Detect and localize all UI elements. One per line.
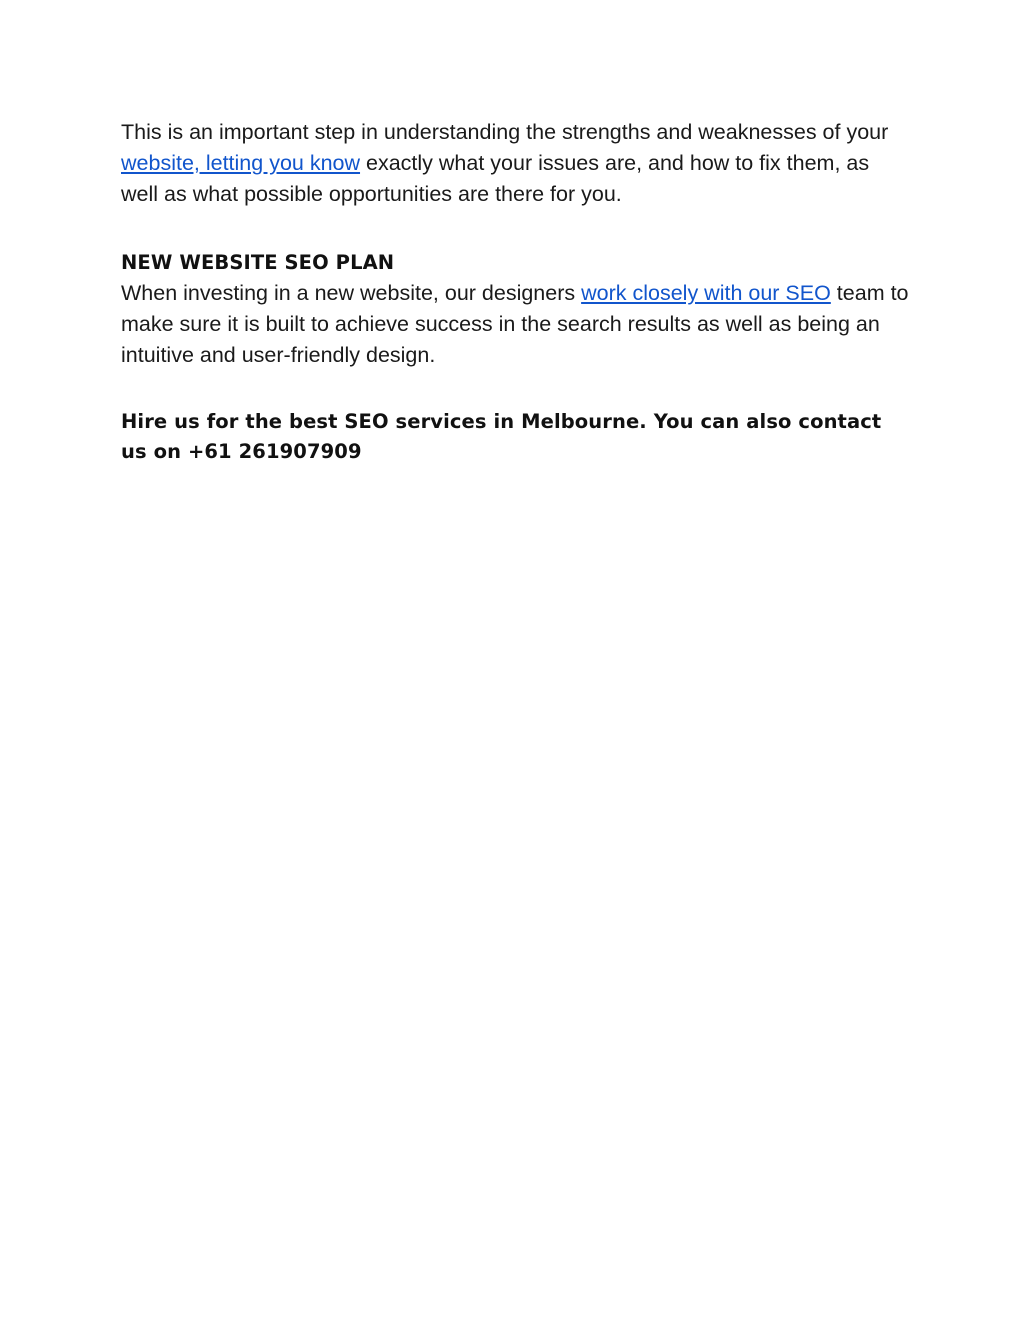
website-link[interactable]: website, letting you know	[121, 151, 361, 175]
document-body	[121, 117, 911, 467]
intro-text-end: exactly what your issues are, and how to fix them, as well as what possible opportunities are there for you.	[121, 151, 870, 206]
seo-plan-section	[121, 247, 911, 371]
section-paragraph	[121, 278, 911, 371]
call-to-action: Hire us for the best SEO services in Melbourne. You can also contact us on +61 261907909	[121, 410, 882, 463]
section-text-start: When investing in a new website, our designers	[121, 281, 582, 305]
intro-paragraph	[121, 117, 911, 210]
section-heading: NEW WEBSITE SEO PLAN	[121, 251, 395, 274]
section-text-end: team to make sure it is built to achieve success in the search results as well as being an intuitive and user-friendly design.	[121, 281, 909, 367]
intro-text-start: This is an important step in understanding the strengths and weaknesses of your	[121, 120, 889, 144]
seo-team-link[interactable]: work closely with our SEO	[581, 281, 831, 305]
